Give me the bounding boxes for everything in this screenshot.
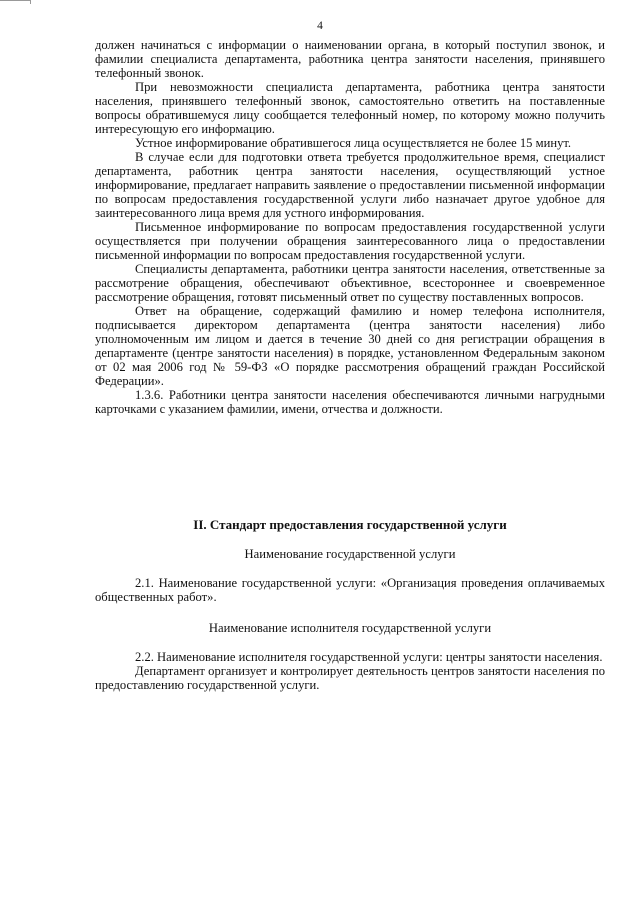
page-number: 4 [317, 20, 323, 32]
paragraph: Ответ на обращение, содержащий фамилию и номер телефона исполнителя, подписывается директором департамента (центра занятости населения) либо уполномоченным им лицом и дается в течение 30 дней со дня регистрации обращения в департаменте (центре занятости населения) в порядке, установленном Федеральным законом от 02 мая 2006 год № 59-ФЗ «О порядке рассмотрения обращений граждан Российской Федерации». [95, 304, 605, 388]
paragraph: Письменное информирование по вопросам предоставления государственной услуги осуществляется при получении обращения заинтересованного лица о предоставлении письменной информации по вопросам предоставления государственной услуги. [95, 220, 605, 262]
subheading-executor-name: Наименование исполнителя государственной услуги [208, 621, 492, 635]
clause-2-2 [95, 650, 605, 692]
paragraph: В случае если для подготовки ответа требуется продолжительное время, специалист департамента, работник центра занятости населения, осуществляющий устное информирование, предлагает направить заявление о предоставлении письменной информации по вопросам предоставления государственной услуги либо назначает другое удобное для заинтересованного лица время для устного информирования. [95, 150, 605, 220]
paragraph: При невозможности специалиста департамента, работника центра занятости населения, принявшего телефонный звонок, самостоятельно ответить на поставленные вопросы обратившемуся лицу сообщается телефонный номер, по которому можно получить интересующую его информацию. [95, 80, 605, 136]
paragraph: 2.2. Наименование исполнителя государственной услуги: центры занятости населения. [135, 650, 603, 664]
paragraph: Устное информирование обратившегося лица осуществляется не более 15 минут. [135, 136, 572, 150]
section-title: II. Стандарт предоставления государственной услуги [193, 517, 507, 532]
paragraph: должен начинаться с информации о наименовании органа, в который поступил звонок, и фамилии специалиста департамента, работника центра занятости населения, принявшего телефонный звонок. [95, 38, 605, 80]
paragraph: 2.1. Наименование государственной услуги: «Организация проведения оплачиваемых общественных работ». [95, 576, 605, 604]
body-text [95, 38, 605, 416]
scan-corner-mark [0, 0, 31, 4]
paragraph: Специалисты департамента, работники центра занятости населения, ответственные за рассмотрение обращения, обеспечивают объективное, всестороннее и своевременное рассмотрение обращения, готовят письменный ответ по существу поставленных вопросов. [95, 262, 605, 304]
paragraph: Департамент организует и контролирует деятельность центров занятости населения по предоставлению государственной услуги. [95, 664, 605, 692]
paragraph: 1.3.6. Работники центра занятости населения обеспечиваются личными нагрудными карточками с указанием фамилии, имени, отчества и должности. [95, 388, 605, 416]
subheading-service-name: Наименование государственной услуги [244, 547, 456, 561]
clause-2-1 [95, 576, 605, 604]
